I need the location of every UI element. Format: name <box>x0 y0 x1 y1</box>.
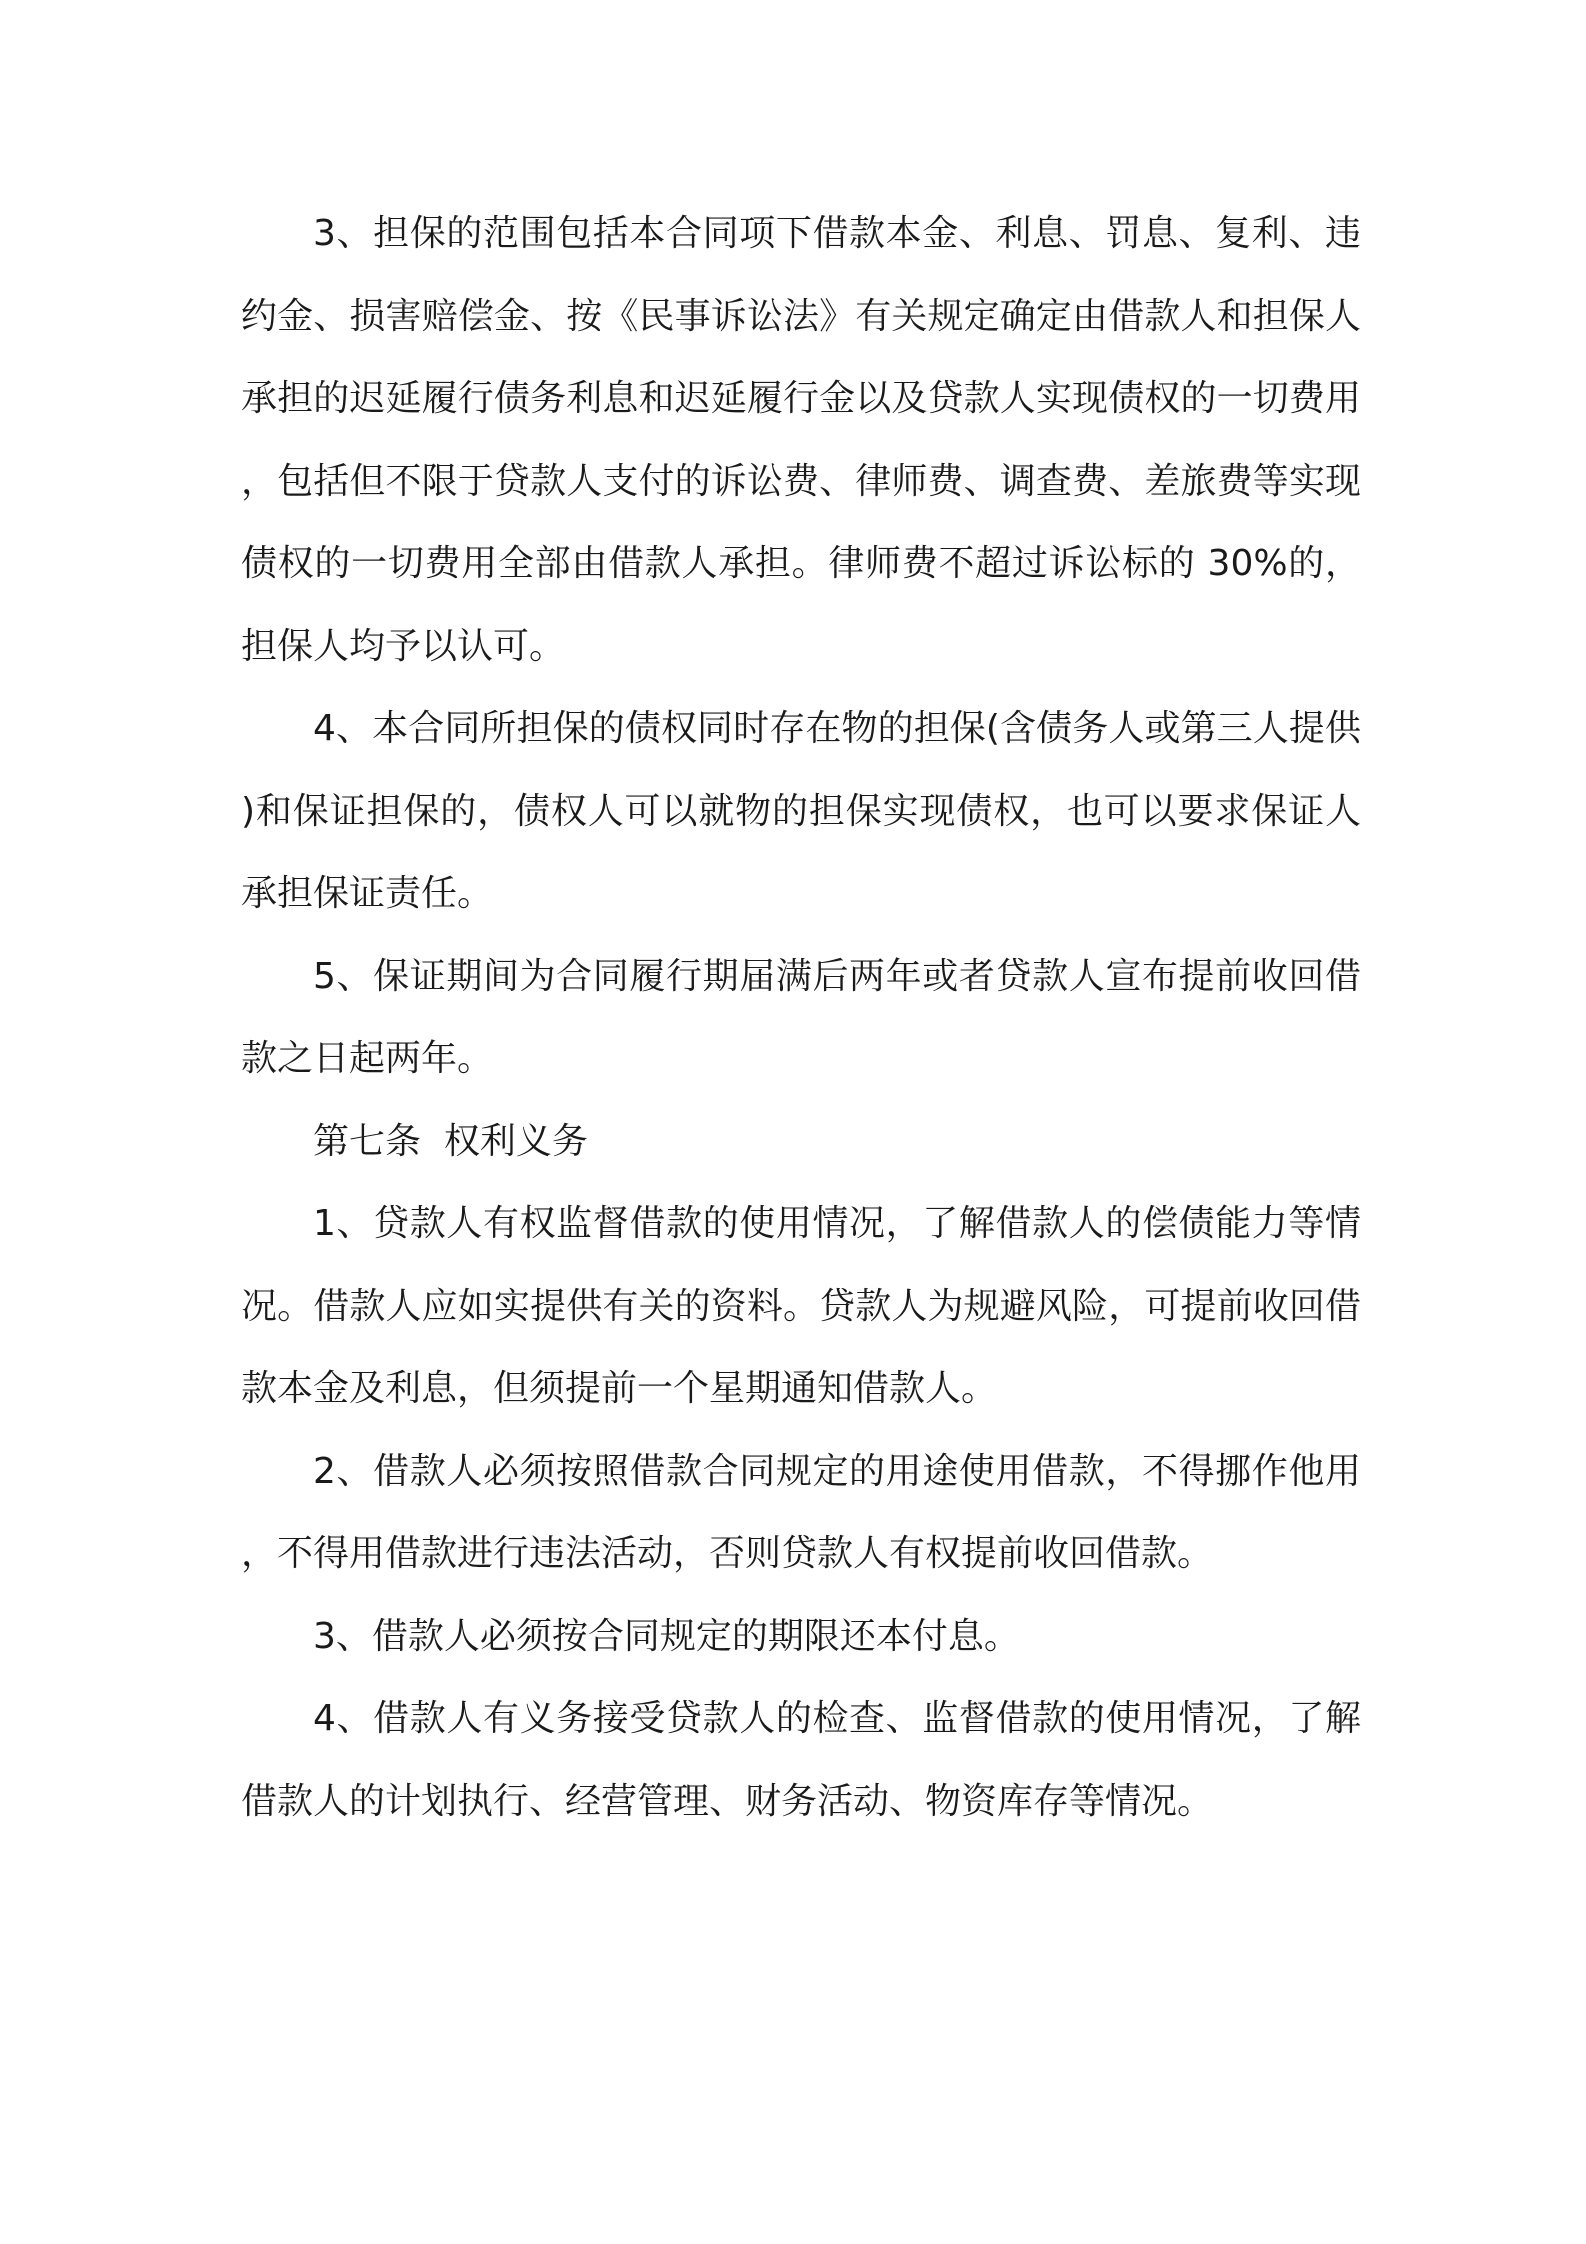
clause-guarantee-scope: 3、担保的范围包括本合同项下借款本金、利息、罚息、复利、违约金、损害赔偿金、按《民事诉讼法》有关规定确定由借款人和担保人承担的迟延履行债务利息和迟延履行金以及贷款人实现债权的一切费用，包括但不限于贷款人支付的诉讼费、律师费、调查费、差旅费等实现债权的一切费用全部由借款人承担。律师费不超过诉讼标的 30%的，担保人均予以认可。 <box>241 213 1361 667</box>
clause-guarantee-period: 5、保证期间为合同履行期届满后两年或者贷款人宣布提前收回借款之日起两年。 <box>241 955 1361 1079</box>
clause-collateral-and-guarantee: 4、本合同所担保的债权同时存在物的担保(含债务人或第三人提供)和保证担保的，债权人可以就物的担保实现债权，也可以要求保证人承担保证责任。 <box>241 708 1361 914</box>
clause-lender-supervision: 1、贷款人有权监督借款的使用情况，了解借款人的偿债能力等情况。借款人应如实提供有关的资料。贷款人为规避风险，可提前收回借款本金及利息，但须提前一个星期通知借款人。 <box>241 1203 1361 1409</box>
clause-inspection: 4、借款人有义务接受贷款人的检查、监督借款的使用情况，了解借款人的计划执行、经营管理、财务活动、物资库存等情况。 <box>241 1698 1361 1822</box>
clause-loan-purpose: 2、借款人必须按照借款合同规定的用途使用借款，不得挪作他用，不得用借款进行违法活动，否则贷款人有权提前收回借款。 <box>241 1450 1361 1574</box>
document-body <box>241 193 1361 1843</box>
clause-repayment: 3、借款人必须按合同规定的期限还本付息。 <box>313 1615 1020 1657</box>
article-heading: 第七条 权利义务 <box>313 1120 588 1162</box>
